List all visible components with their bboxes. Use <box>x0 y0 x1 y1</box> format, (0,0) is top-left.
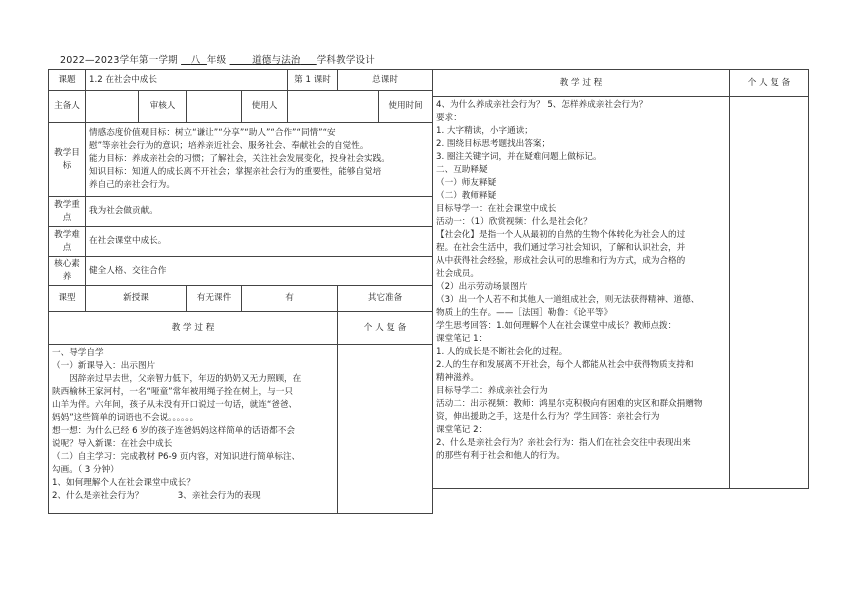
process-header-label: 教 学 过 程 <box>171 322 215 333</box>
reviewer-value <box>187 91 242 123</box>
process-line: 2. 围绕目标思考题找出答案； <box>436 139 551 149</box>
lesson-info-table <box>48 69 433 514</box>
topic-value: 1.2 在社会中成长 <box>86 70 288 91</box>
lesson-type-label: 课型 <box>49 286 86 312</box>
process-line: 的那些有利于社会和他人的行为。 <box>436 451 565 461</box>
process-content <box>49 345 338 514</box>
process-line: 要求： <box>436 113 462 123</box>
process-line: 2.人的生存和发展离不开社会，每个人都能从社会中获得物质支持和 <box>436 360 694 370</box>
process-line: （一）师友释疑 <box>436 178 497 188</box>
goals-line: 情感态度价值观目标：树立“谦让”“分享”“助人”“合作”“同情”“安 <box>89 128 336 138</box>
preparer-label: 主备人 <box>49 91 86 123</box>
goals-line: 能力目标：养成亲社会的习惯；了解社会，关注社会发展变化，投身社会实践。 <box>89 154 390 164</box>
process-line: 课堂笔记 1： <box>436 334 488 344</box>
total-periods-label: 总课时 <box>338 70 433 91</box>
literacy-value: 健全人格、交往合作 <box>86 257 433 286</box>
process-line: （二）自主学习：完成教材 P6-9 页内容，对知识进行简单标注、 <box>52 452 301 462</box>
topic-label: 课题 <box>49 70 86 91</box>
process-line: （二）教师释疑 <box>436 191 497 201</box>
right-process-header: 教 学 过 程 <box>433 70 730 97</box>
reviewer-label: 审核人 <box>139 91 187 123</box>
document-header <box>60 52 375 66</box>
process-line: 3. 圈注关键字词，并在疑难问题上做标记。 <box>436 152 602 162</box>
process-line: 目标导学二：养成亲社会行为 <box>436 386 548 396</box>
header-grade: 八 <box>190 55 201 66</box>
process-line: 勾画。（ 3 分钟） <box>52 465 119 475</box>
key-point-label: 教学重点 <box>49 197 86 227</box>
process-line: 程。在社会生活中，我们通过学习社会知识，了解和认识社会，并 <box>436 243 686 253</box>
goals-line: 养自己的亲社会行为。 <box>89 180 175 190</box>
process-line: 活动一：（1）欣赏视频：什么是社会化？ <box>436 217 592 227</box>
user-value <box>288 91 379 123</box>
process-line: 一、导学自学 <box>52 348 104 358</box>
process-line: （3）出一个人若不和其他人一道组成社会，则无法获得精神、道德、 <box>436 295 700 305</box>
courseware-label: 有无课件 <box>187 286 242 312</box>
process-line: 4、为什么养成亲社会行为？ 5、怎样养成亲社会行为？ <box>436 100 648 110</box>
process-line: 1. 人的成长是不断社会化的过程。 <box>436 347 568 357</box>
right-personal-review-cell <box>730 97 809 489</box>
right-process-content <box>433 97 730 489</box>
process-line: 【社会化】是指一个人从最初的自然的生物个体转化为社会人的过 <box>436 230 686 240</box>
process-line: 从中获得社会经验，形成社会认可的思维和行为方式，成为合格的 <box>436 256 686 266</box>
lesson-type-value: 新授课 <box>86 286 187 312</box>
courseware-value: 有 <box>242 286 338 312</box>
goals-text <box>86 123 433 197</box>
difficulty-label: 教学难点 <box>49 227 86 257</box>
right-personal-review-header: 个 人 复 备 <box>730 70 809 97</box>
process-line: 1、如何理解个人在社会课堂中成长？ <box>52 478 195 488</box>
process-line: 因辞亲过早去世，父亲智力低下，年迈的奶奶又无力照顾，在 <box>52 374 302 384</box>
usage-time-label: 使用时间 <box>379 91 433 123</box>
process-line: 陕西榆林王家河村，一名“哑童”常年被用绳子拴在树上，与一只 <box>52 387 293 397</box>
process-line: 课堂笔记 2： <box>436 425 488 435</box>
process-line: （一）新课导入：出示图片 <box>52 361 156 371</box>
process-line: 资，伸出援助之手，这是什么行为？学生回答：亲社会行为 <box>436 412 660 422</box>
difficulty-value: 在社会课堂中成长。 <box>86 227 433 257</box>
process-line: 物质上的生存。——［法国］勒鲁：《论平等》 <box>436 308 613 318</box>
process-line: 2、什么是亲社会行为？亲社会行为：指人们在社会交往中表现出来 <box>436 438 691 448</box>
process-line: 想一想：为什么已经 6 岁的孩子连爸妈妈这样简单的话语都不会 <box>52 426 295 436</box>
process-line: 山羊为伴。六年间，孩子从未没有开口说过一句话，就连“爸爸、 <box>52 400 298 410</box>
process-table-right <box>432 69 809 489</box>
user-label: 使用人 <box>242 91 288 123</box>
key-point-value: 我为社会做贡献。 <box>86 197 433 227</box>
process-line: 学生思考回答：1.如何理解个人在社会课堂中成长？教师点拨： <box>436 321 677 331</box>
personal-review-header: 个 人 复 备 <box>338 312 433 345</box>
process-line: 说呢？导入新课：在社会中成长 <box>52 439 173 449</box>
process-line: 妈妈”这些简单的词语也不会说。。。。。。 <box>52 413 199 423</box>
process-line: 精神滋养。 <box>436 373 479 383</box>
personal-review-cell <box>338 345 433 514</box>
header-suffix: 学科教学设计 <box>316 55 375 66</box>
goals-line: 慰”等亲社会行为的意识；培养亲近社会、服务社会、奉献社会的自觉性。 <box>89 141 369 151</box>
header-year: 2022—2023学年第一学期 <box>60 55 178 66</box>
process-line: 活动二：出示视频：教师：鸿星尔克积极向有困难的灾区和群众捐赠物 <box>436 399 703 409</box>
process-line: 2、什么是亲社会行为？ 3、亲社会行为的表现 <box>52 491 261 501</box>
header-grade-suffix: 年级 <box>206 55 227 66</box>
process-line: 1. 大字精读，小字通读； <box>436 126 533 136</box>
header-subject: 道德与法治 <box>252 55 301 66</box>
preparer-value <box>86 91 139 123</box>
process-line: 目标导学一：在社会课堂中成长 <box>436 204 557 214</box>
process-line: （2）出示劳动场景图片 <box>436 282 528 292</box>
other-prep-label: 其它准备 <box>338 286 433 312</box>
goals-label: 教学目标 <box>49 123 86 197</box>
goals-line: 知识目标：知道人的成长离不开社会；掌握亲社会行为的重要性，能够自觉培 <box>89 167 382 177</box>
process-line: 社会成员。 <box>436 269 479 279</box>
process-header <box>49 312 338 345</box>
period-label: 第 1 课时 <box>288 70 338 91</box>
literacy-label: 核心素养 <box>49 257 86 286</box>
process-line: 二、互助释疑 <box>436 165 488 175</box>
